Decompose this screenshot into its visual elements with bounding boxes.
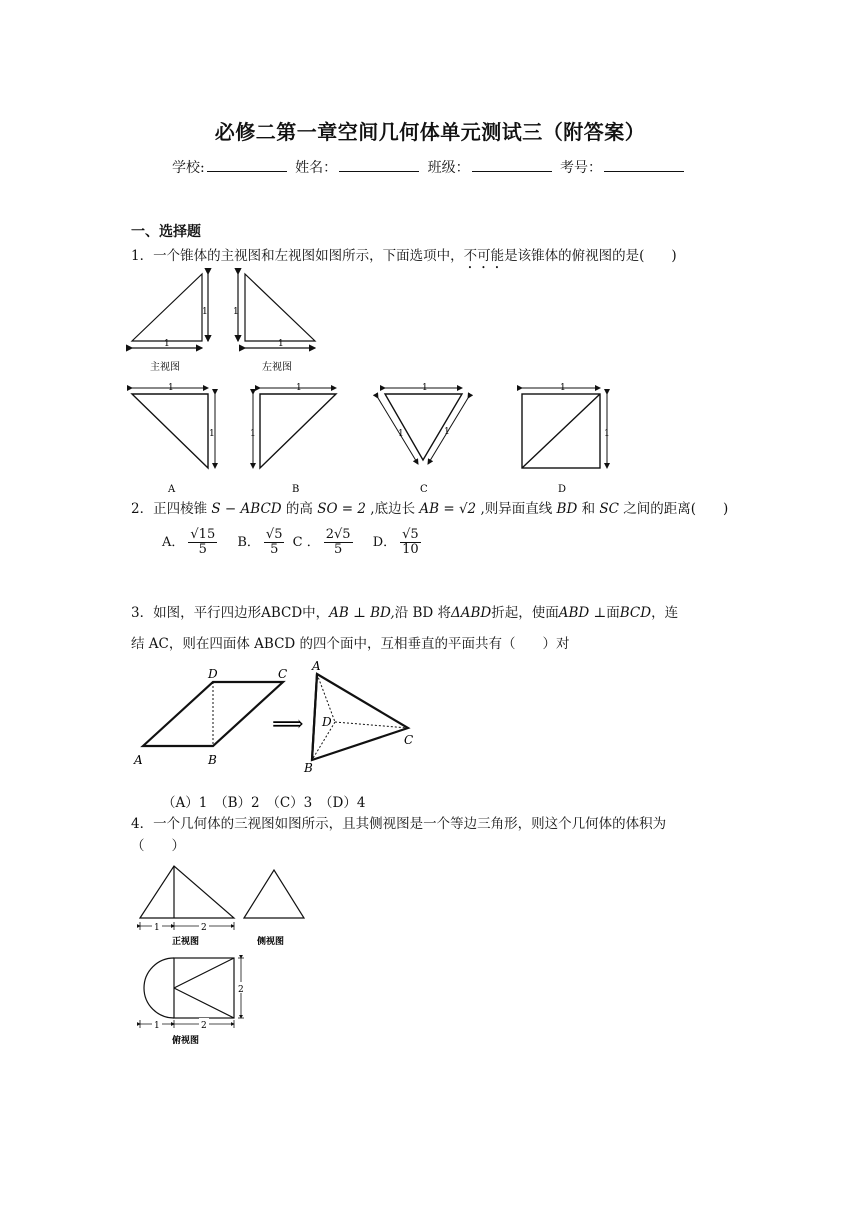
q4-side-view [244, 870, 304, 918]
class-label: 班级： [427, 160, 470, 176]
q2-part-2: 的高 [281, 501, 318, 517]
q1-b-side-label: 1 [250, 429, 256, 439]
q3-part-4: 面 [606, 605, 620, 621]
q1-option-d-label: D [558, 484, 567, 495]
exam-no-blank[interactable] [604, 159, 684, 172]
question-2-text [131, 497, 728, 517]
q4-front-dim-1: 1 [154, 923, 160, 933]
q4-front-dim-2: 2 [201, 923, 207, 933]
q3-label-d2: D [322, 715, 332, 729]
q1-option-d-figure [522, 388, 607, 468]
q1-c-left-label: 1 [398, 429, 404, 439]
q1-c-top-label: 1 [422, 383, 428, 393]
q2-option-b-label: B． [237, 535, 260, 551]
q1-text-b: 是该锥体的俯视图的是( ) [504, 248, 677, 264]
q1-option-c-label: C [420, 484, 428, 495]
q2-c-numerator: 2√5 [325, 527, 351, 542]
q2-base: AB = √2 [419, 501, 477, 517]
q2-options [162, 528, 425, 558]
q4-top-dim-v: 2 [238, 985, 244, 995]
q2-b-numerator: √5 [265, 527, 283, 542]
q3-choices: （A）1 （B）2 （C）3 （D）4 [162, 795, 366, 811]
q3-parallelogram [143, 682, 283, 746]
q3-label-b1: B [208, 753, 217, 767]
q4-top-caption: 俯视图 [172, 1036, 200, 1046]
q1-front-width-label: 1 [164, 339, 170, 349]
page-title: 必修二第一章空间几何体单元测试三（附答案） [214, 120, 646, 144]
q4-side-caption: 侧视图 [257, 937, 285, 947]
q3-label-b2: B [304, 761, 313, 775]
question-4-figure [132, 860, 312, 1050]
q3-label-c1: C [278, 667, 288, 681]
q1-option-a-figure [132, 388, 215, 468]
section-heading: 一、选择题 [131, 224, 201, 240]
q1-a-side-label: 1 [209, 429, 215, 439]
q3-part-3: 折起，使面 [491, 605, 559, 621]
q3-line-2: 结 AC，则在四面体 ABCD 的四个面中，互相垂直的平面共有（ ）对 [131, 636, 570, 652]
q2-part-6: 之间的距离( ) [618, 501, 729, 517]
q1-c-right-label: 1 [444, 427, 450, 437]
q1-option-a-label: A [168, 484, 176, 495]
q2-d-denominator: 10 [402, 542, 419, 558]
student-info-line [0, 157, 860, 177]
q3-math-1: AB ⊥ BD, [329, 605, 395, 621]
q4-top-view [140, 958, 244, 1028]
q3-label-a1: A [134, 753, 143, 767]
q2-part-1: 2．正四棱锥 [131, 501, 212, 517]
q1-left-caption: 左视图 [262, 362, 292, 373]
q3-part-5: ，连 [651, 605, 679, 621]
q2-part-5: 和 [577, 501, 600, 517]
q2-option-a-label: A． [162, 535, 185, 551]
q2-option-d-label: D． [372, 535, 397, 551]
q1-option-b-figure [253, 388, 336, 468]
class-blank[interactable] [472, 159, 552, 172]
q1-left-view [238, 274, 315, 348]
q1-option-c-figure [378, 388, 468, 464]
q3-label-d1: D [208, 667, 218, 681]
q4-front-caption: 正视图 [172, 937, 200, 947]
q1-left-width-label: 1 [278, 339, 284, 349]
q1-a-top-label: 1 [168, 383, 174, 393]
q2-b-denominator: 5 [270, 542, 279, 558]
q1-b-top-label: 1 [296, 383, 302, 393]
q1-front-height-label: 1 [202, 307, 208, 317]
q3-part-2: 沿 BD 将 [394, 605, 452, 621]
q2-bd: BD [556, 501, 578, 517]
q2-height: SO = 2 [317, 501, 367, 517]
school-label: 学校: [171, 160, 205, 176]
q3-math-4: BCD [619, 605, 652, 621]
q3-part-1: 3．如图，平行四边形ABCD中， [131, 605, 330, 621]
name-label: 姓名： [295, 160, 338, 176]
q2-c-denominator: 5 [333, 542, 343, 558]
q2-option-b[interactable] [237, 527, 288, 558]
q4-top-dim-2: 2 [201, 1021, 207, 1031]
q1-option-b-label: B [292, 484, 300, 495]
q3-label-c2: C [404, 733, 414, 747]
q3-math-3: ABD ⊥ [558, 605, 607, 621]
q2-option-a[interactable] [162, 527, 221, 558]
name-blank[interactable] [339, 159, 419, 172]
q2-sc: SC [599, 501, 619, 517]
q1-left-height-label: 1 [233, 307, 239, 317]
question-4-line-2: （ ） [131, 838, 185, 854]
q1-text-a: 1．一个锥体的主视图和左视图如图所示，下面选项中， [131, 248, 464, 264]
question-3-figure [128, 660, 448, 785]
q2-d-numerator: √5 [402, 527, 419, 542]
school-blank[interactable] [207, 159, 287, 172]
question-1-figure [120, 266, 740, 496]
q1-emphasis: 不可能 [463, 248, 505, 264]
q2-part-4: ,则异面直线 [476, 501, 557, 517]
q1-front-view [132, 274, 208, 348]
q2-a-denominator: 5 [198, 542, 207, 558]
q2-a-numerator: √15 [190, 527, 216, 542]
q2-option-c-label: C ． [292, 535, 320, 551]
q3-label-a2: A [312, 660, 321, 673]
q1-front-caption: 主视图 [150, 362, 180, 373]
question-3-text [131, 598, 741, 660]
q2-part-3: ,底边长 [366, 501, 420, 517]
q1-d-side-label: 1 [604, 429, 610, 439]
q2-option-c[interactable] [292, 527, 357, 558]
q3-arrow: ⟹ [272, 712, 304, 737]
q2-pyramid: S − ABCD [211, 501, 282, 517]
q3-math-2: ΔABD [451, 605, 492, 621]
question-4-line-1: 4．一个几何体的三视图如图所示，且其侧视图是一个等边三角形，则这个几何体的体积为 [131, 816, 667, 832]
exam-no-label: 考号： [560, 160, 603, 176]
q1-d-top-label: 1 [560, 383, 566, 393]
q4-top-dim-1: 1 [154, 1021, 160, 1031]
q2-option-d[interactable] [372, 527, 425, 558]
